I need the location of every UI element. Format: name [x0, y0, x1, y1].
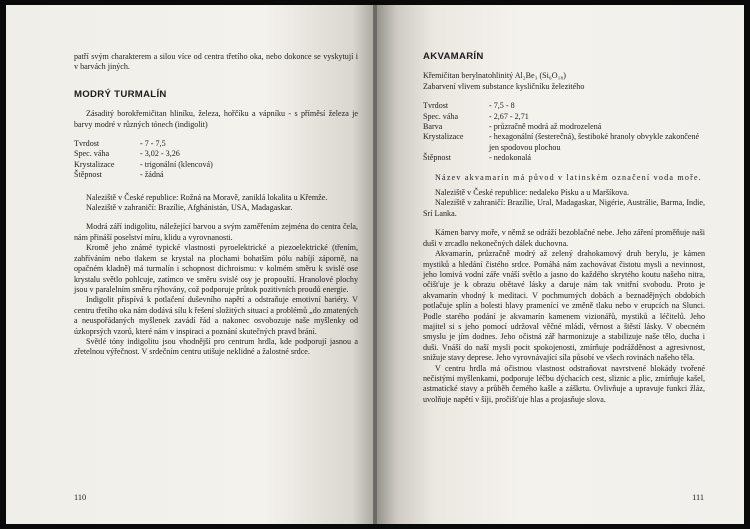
property-label: Spec. váha — [423, 111, 459, 121]
property-label: Štěpnost — [74, 170, 102, 180]
property-value: - 2,67 - 2,71 — [489, 111, 529, 121]
body-paragraph: V centru hrdla má očistnou vlastnost odstraňovat navrstvené blokády tvořené nečistými myšlenkami, podporuje léčbu dýchacích cest, sliznic a plic, zmírňuje kašel, astmatické stavy a průběh čemého kašle a záškrtu. Ovlivňuje a upravuje funkci žláz, uvolňuje napětí v šíji, pročišťuje hlas a projasňuje slova. — [423, 363, 705, 404]
body-paragraph: Kámen barvy moře, v němž se odráží bezoblačné nebe. Jeho záření proměňuje naši duši v zrcadlo nekonečných dálek duchovna. — [423, 228, 705, 248]
book-gutter — [373, 5, 377, 524]
body-paragraph: Indigolit přispívá k potlačení duševního napětí a odstraňuje emotivní bariéry. V centru třetího oka nám dodává sílu k řešení složitých situací a problémů „do zmatených a neuspořádaných myšlenek zavádí řád a nakonec osvobozuje naše myšlenky od úzkoprsých vzorů, které nám v inspiraci a poznání skutečných pravd brání. — [74, 295, 358, 336]
properties-table — [423, 101, 705, 163]
locality-czech: Naleziště v České republice: nedaleko Písku a u Maršíkova. — [435, 188, 629, 198]
property-label: Tvrdost — [74, 139, 100, 149]
property-value: - trigonální (klencová) — [140, 159, 213, 169]
property-label: Štěpnost — [423, 153, 451, 163]
body-paragraph: Kromě jeho známé typické vlastnosti pyroelektrické a piezoelektrické (třením, zahříváním nebo tlakem se krystal na plochami bohatším pólu nabíjí záporně, na opačném kladně) má turmalín i schopnost dichroismu: v kolmém směru k svislé ose krystalu světlo pohlcuje, zatímco ve směru svislé osy je propouští. Hranolové plochy jsou v paralelním směru rýhovány, což podporuje průtok pozitivních proudů energie. — [74, 243, 358, 294]
property-label: Spec. váha — [74, 149, 110, 159]
property-label: Krystalizace — [423, 132, 464, 142]
property-value: - 7,5 - 8 — [489, 101, 515, 111]
right-page-content — [423, 52, 705, 405]
mineral-description: Zásaditý borokřemičitan hliníku, železa, hořčíku a vápníku - s příměsí železa je barvy modré v různých tónech (indigolit) — [74, 109, 358, 129]
property-value: - průzračně modrá až modrozelená — [489, 122, 602, 132]
property-label: Tvrdost — [423, 101, 449, 111]
properties-table — [74, 139, 358, 181]
locality-czech: Naleziště v České republice: Rožná na Moravě, zaniklá lokalita u Křemže. — [86, 192, 328, 202]
left-page-content — [74, 52, 358, 358]
right-page — [375, 5, 744, 524]
property-value: - 3,02 - 3,26 — [140, 149, 180, 159]
mineral-coloration: Zabarvení vlivem substance kysličníku železitého — [423, 81, 585, 91]
property-value: - hexagonální (šesterečná), šestiboké hranoly obvykle zakončené jen spodovou plochou — [489, 132, 700, 152]
page-number: 111 — [692, 493, 704, 502]
page-number: 110 — [74, 493, 87, 502]
mineral-formula: Křemičitan berylnatohlinitý Al₂Be₃ (Si₆O₁₈) — [423, 71, 566, 81]
section-heading-aquamarine: AKVAMARÍN — [423, 51, 484, 62]
locality-abroad: Naleziště v zahraničí: Brazílie, Ural, Madagaskar, Nigérie, Austrálie, Barma, Indie, Srí Lanka. — [423, 198, 705, 218]
book-spread — [6, 5, 744, 524]
name-origin: Název akvamarín má původ v latinském označení voda moře. — [435, 172, 702, 182]
property-value: - žádná — [140, 170, 164, 180]
locality-abroad: Naleziště v zahraničí: Brazílie, Afghánistán, USA, Madagaskar. — [86, 203, 293, 213]
property-value: - 7 - 7,5 — [140, 139, 166, 149]
section-heading-blue-tourmaline: MODRÝ TURMALÍN — [74, 88, 167, 100]
left-page — [6, 5, 375, 524]
property-label: Krystalizace — [74, 159, 115, 169]
body-paragraph: Modrá září indigolitu, náležející barvou a svým zaměřením zejména do centra čela, nám přináší poselství míru, klidu a vyrovnanosti. — [74, 222, 358, 242]
property-value: - nedokonalá — [489, 153, 532, 163]
body-paragraph: Světlé tóny indigolitu jsou vhodnější pro centrum hrdla, kde podporují jasnou a zřetelnou výřečnost. V srdečním centru utišuje neklidné a žalostné srdce. — [74, 336, 358, 357]
property-label: Barva — [423, 122, 443, 132]
intro-paragraph: patří svým charakterem a silou více od centra třetího oka, nebo dokonce se vyskytují i v barvách jiných. — [74, 52, 358, 72]
body-paragraph: Akvamarín, průzračně modrý až zelený drahokamový druh berylu, je kámen mystiků a hledání čistého srdce. Pomáhá nám zachovávat čistotu mysli a nevinnost, jeho lomivá vodní záře vnáší světlo a jasno do každého skrytého koutu našeho nitra, očišťuje je k obrazu obětavé lásky a daruje nám tak vnitřní svobodu. Proto je akvamarín vhodný k meditaci. V pochmurných dobách a beznadějných obdobích potlačuje splín a bolesti hlavy pramenící ve změně tlaku nebo v erupcích na Slunci. Podle starého podání je akvamarín kamenem vizionářů, mystiků a léčitelů. Jeho majitel si s jeho pomocí udržoval věčné mládí, věrnost a štěstí lásky. V obecném smyslu je jím dodnes. Jeho očistná zář harmonizuje a stabilizuje naše tělo, ducha i duši. Vnáší do naší mysli pocit spokojenosti, zmírňuje podrážděnost a agresivnost, snižuje stavy deprese. Jeho vyrovnávající síla působí ve všech rovinách našeho těla. — [423, 249, 705, 363]
